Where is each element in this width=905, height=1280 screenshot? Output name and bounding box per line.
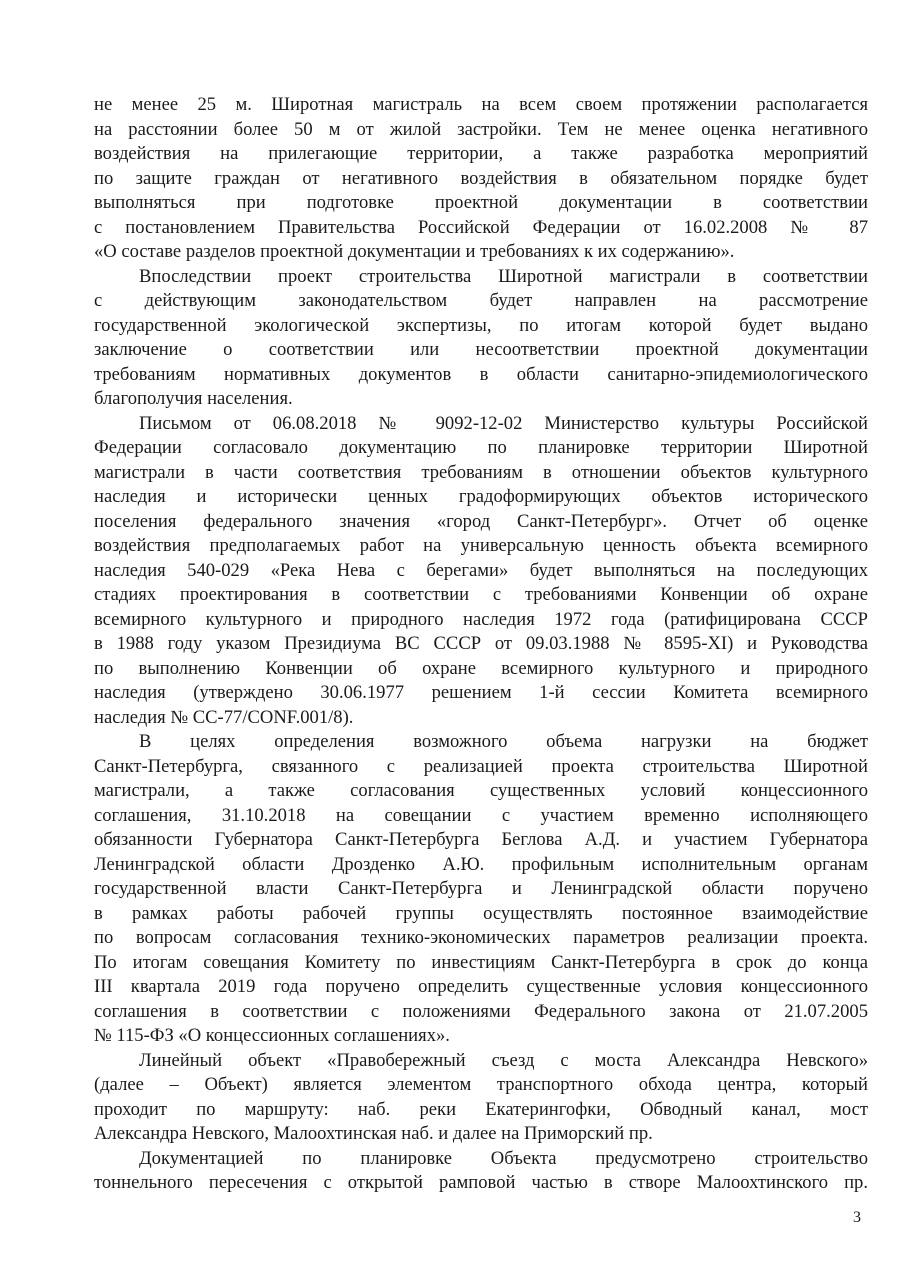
text-line: По итогам совещания Комитету по инвестициям Санкт-Петербурга в срок до конца: [94, 951, 868, 973]
paragraph: [94, 412, 868, 731]
paragraph: [94, 1147, 868, 1196]
paragraph: [94, 730, 868, 1049]
text-line: № 115-ФЗ «О концессионных соглашениях».: [94, 1025, 450, 1046]
text-line: Александра Невского, Малоохтинская наб. и далее на Приморский пр.: [94, 1123, 653, 1144]
text-line: государственной экологической экспертизы, по итогам которой будет выдано: [94, 314, 868, 336]
text-line: выполняться при подготовке проектной документации в соответствии: [94, 192, 868, 213]
text-line: Впоследствии проект строительства Широтной магистрали в соответствии: [139, 265, 868, 287]
text-line: (далее – Объект) является элементом транспортного обхода центра, который: [94, 1074, 868, 1095]
text-line: Письмом от 06.08.2018 № 9092-12-02 Министерство культуры Российской: [139, 412, 868, 434]
document-body: [94, 93, 868, 1196]
text-line: III квартала 2019 года поручено определить существенные условия концессионного: [94, 976, 868, 997]
text-line: Санкт-Петербурга, связанного с реализацией проекта строительства Широтной: [94, 755, 868, 777]
text-line: заключение о соответствии или несоответствии проектной документации: [94, 339, 868, 360]
text-line: наследия (утверждено 30.06.1977 решением 1-й сессии Комитета всемирного: [94, 682, 868, 703]
text-line: воздействия на прилегающие территории, а также разработка мероприятий: [94, 143, 868, 164]
text-line: наследия № СС-77/CONF.001/8).: [94, 706, 354, 728]
text-line: с постановлением Правительства Российской Федерации от 16.02.2008 № 87: [94, 216, 868, 238]
text-line: благополучия населения.: [94, 388, 293, 409]
text-line: поселения федерального значения «город Санкт-Петербург». Отчет об оценке: [94, 510, 868, 532]
text-line: наследия и исторически ценных градоформирующих объектов исторического: [94, 486, 868, 507]
text-line: магистрали, а также согласования существенных условий концессионного: [94, 780, 868, 801]
text-line: «О составе разделов проектной документации и требованиях к их содержанию».: [94, 241, 735, 262]
text-line: по вопросам согласования технико-экономических параметров реализации проекта.: [94, 927, 868, 948]
text-line: Ленинградской области Дрозденко А.Ю. профильным исполнительным органам: [94, 853, 868, 875]
text-line: соглашения в соответствии с положениями Федерального закона от 21.07.2005: [94, 1000, 868, 1022]
text-line: обязанности Губернатора Санкт-Петербурга Беглова А.Д. и участием Губернатора: [94, 829, 868, 850]
text-line: по выполнению Конвенции об охране всемирного культурного и природного: [94, 657, 868, 679]
text-line: Документацией по планировке Объекта предусмотрено строительство: [139, 1147, 868, 1169]
text-line: воздействия предполагаемых работ на универсальную ценность объекта всемирного: [94, 535, 868, 556]
text-line: государственной власти Санкт-Петербурга и Ленинградской области поручено: [94, 878, 868, 899]
text-line: Линейный объект «Правобережный съезд с моста Александра Невского»: [139, 1049, 868, 1071]
text-line: соглашения, 31.10.2018 на совещании с участием временно исполняющего: [94, 804, 868, 826]
text-line: по защите граждан от негативного воздействия в обязательном порядке будет: [94, 167, 868, 189]
text-line: не менее 25 м. Широтная магистраль на всем своем протяжении располагается: [94, 94, 868, 115]
text-line: всемирного культурного и природного наследия 1972 года (ратифицирована СССР: [94, 608, 868, 630]
text-line: наследия 540-029 «Река Нева с берегами» будет выполняться на последующих: [94, 559, 868, 581]
text-line: с действующим законодательством будет направлен на рассмотрение: [94, 290, 868, 311]
text-line: магистрали в части соответствия требованиям в отношении объектов культурного: [94, 461, 868, 483]
text-line: в 1988 году указом Президиума ВС СССР от 09.03.1988 № 8595-XI) и Руководства: [94, 633, 868, 654]
paragraph: [94, 93, 868, 265]
paragraph: [94, 265, 868, 412]
text-line: тоннельного пересечения с открытой рамповой частью в створе Малоохтинского пр.: [94, 1172, 868, 1193]
text-line: В целях определения возможного объема нагрузки на бюджет: [139, 731, 868, 752]
text-line: требованиям нормативных документов в области санитарно-эпидемиологического: [94, 363, 868, 385]
text-line: в рамках работы рабочей группы осуществлять постоянное взаимодействие: [94, 902, 868, 924]
text-line: проходит по маршруту: наб. реки Екатерингофки, Обводный канал, мост: [94, 1098, 868, 1120]
text-line: на расстоянии более 50 м от жилой застройки. Тем не менее оценка негативного: [94, 118, 868, 140]
text-line: Федерации согласовало документацию по планировке территории Широтной: [94, 437, 868, 458]
paragraph: [94, 1049, 868, 1147]
page-number: 3: [853, 1209, 861, 1226]
text-line: стадиях проектирования в соответствии с требованиями Конвенции об охране: [94, 584, 868, 605]
